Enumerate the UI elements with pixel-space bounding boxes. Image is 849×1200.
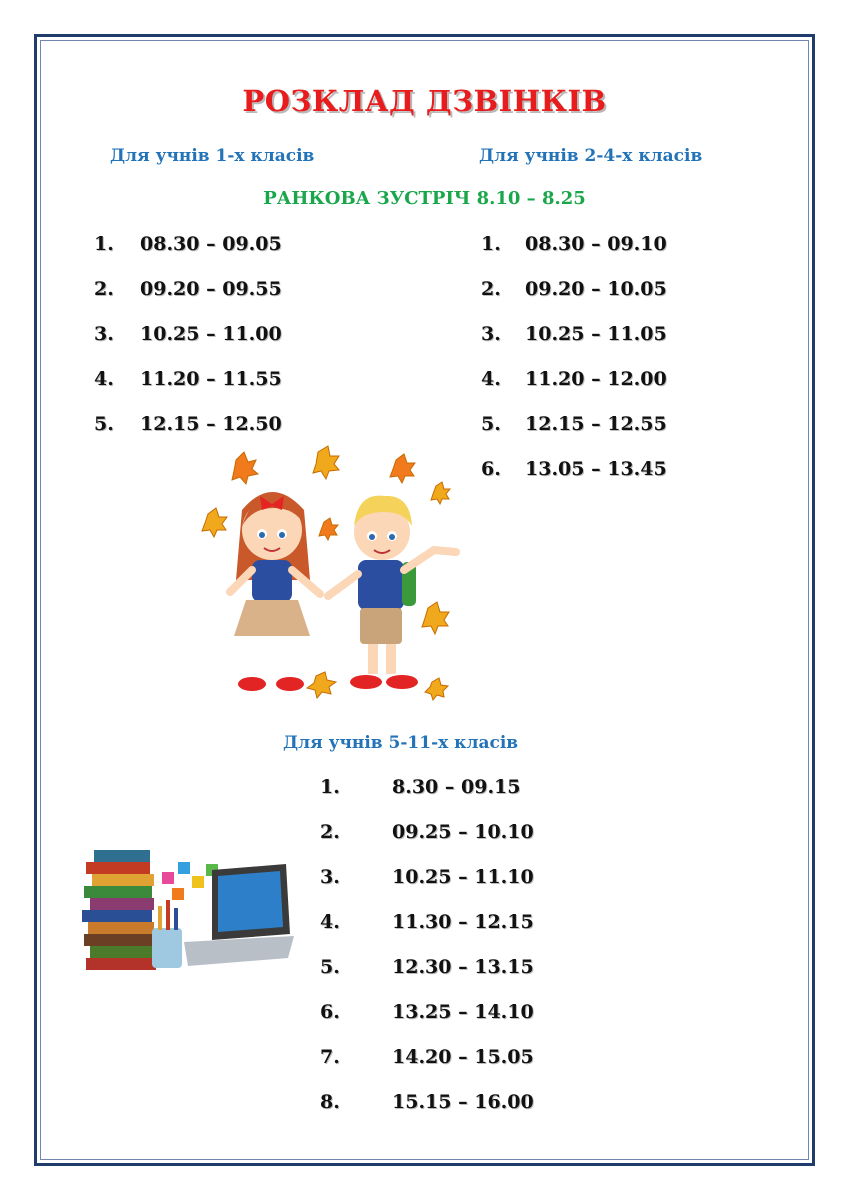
schedule-row (320, 1001, 580, 1046)
schedule-row (320, 1091, 580, 1136)
schedule-row (481, 458, 741, 503)
lesson-number: 3. (320, 866, 340, 888)
pencil-cup-icon (152, 900, 182, 968)
lesson-number: 5. (94, 413, 114, 435)
lesson-time: 08.30 – 09.05 (140, 233, 282, 255)
schedule-row (320, 821, 580, 866)
lesson-time: 14.20 – 15.05 (392, 1046, 534, 1068)
header-grade-1: Для учнів 1-х класів (110, 146, 315, 166)
schedule-row (481, 278, 741, 323)
lesson-number: 2. (94, 278, 114, 300)
lesson-time: 09.20 – 09.55 (140, 278, 282, 300)
schedule-row (320, 956, 580, 1001)
lesson-number: 6. (481, 458, 501, 480)
schedule-row (94, 323, 354, 368)
girl-figure (230, 492, 320, 691)
schedule-row (320, 776, 580, 821)
page-title: РОЗКЛАД ДЗВІНКІВ (242, 84, 607, 118)
lesson-time: 12.15 – 12.50 (140, 413, 282, 435)
lesson-number: 4. (94, 368, 114, 390)
lesson-number: 7. (320, 1046, 340, 1068)
lesson-number: 1. (320, 776, 340, 798)
schedule-row (481, 413, 741, 458)
lesson-time: 13.05 – 13.45 (525, 458, 667, 480)
lesson-time: 11.30 – 12.15 (392, 911, 534, 933)
schedule-row (320, 911, 580, 956)
lesson-number: 8. (320, 1091, 340, 1113)
header-grade-5-11: Для учнів 5-11-х класів (283, 733, 519, 753)
schedule-grade-5-11 (320, 776, 580, 1136)
schedule-row (320, 866, 580, 911)
schedule-row (320, 1046, 580, 1091)
morning-meeting: РАНКОВА ЗУСТРІЧ 8.10 – 8.25 (263, 188, 586, 209)
lesson-time: 10.25 – 11.05 (525, 323, 667, 345)
lesson-time: 13.25 – 14.10 (392, 1001, 534, 1023)
lesson-number: 1. (481, 233, 501, 255)
lesson-number: 4. (320, 911, 340, 933)
schedule-row (94, 278, 354, 323)
lesson-time: 12.30 – 13.15 (392, 956, 534, 978)
books-laptop-illustration (80, 842, 294, 976)
header-grade-2-4: Для учнів 2-4-х класів (479, 146, 703, 166)
lesson-number: 1. (94, 233, 114, 255)
lesson-time: 09.25 – 10.10 (392, 821, 534, 843)
lesson-time: 10.25 – 11.10 (392, 866, 534, 888)
lesson-number: 4. (481, 368, 501, 390)
schedule-row (481, 368, 741, 413)
lesson-number: 6. (320, 1001, 340, 1023)
lesson-number: 3. (94, 323, 114, 345)
lesson-time: 09.20 – 10.05 (525, 278, 667, 300)
schedule-row (481, 233, 741, 278)
puzzle-pieces-icon (162, 862, 218, 900)
schedule-row (94, 368, 354, 413)
lesson-number: 2. (320, 821, 340, 843)
lesson-number: 5. (320, 956, 340, 978)
lesson-time: 11.20 – 12.00 (525, 368, 667, 390)
school-children-illustration (196, 440, 472, 708)
schedule-grade-2-4 (481, 233, 741, 503)
schedule-row (94, 233, 354, 278)
lesson-number: 3. (481, 323, 501, 345)
schedule-row (481, 323, 741, 368)
boy-figure (328, 496, 456, 689)
lesson-number: 5. (481, 413, 501, 435)
schedule-grade-1 (94, 233, 354, 458)
book-stack-icon (82, 850, 156, 970)
lesson-time: 11.20 – 11.55 (140, 368, 282, 390)
lesson-time: 12.15 – 12.55 (525, 413, 667, 435)
lesson-time: 8.30 – 09.15 (392, 776, 521, 798)
lesson-time: 08.30 – 09.10 (525, 233, 667, 255)
lesson-time: 15.15 – 16.00 (392, 1091, 534, 1113)
lesson-time: 10.25 – 11.00 (140, 323, 282, 345)
lesson-number: 2. (481, 278, 501, 300)
